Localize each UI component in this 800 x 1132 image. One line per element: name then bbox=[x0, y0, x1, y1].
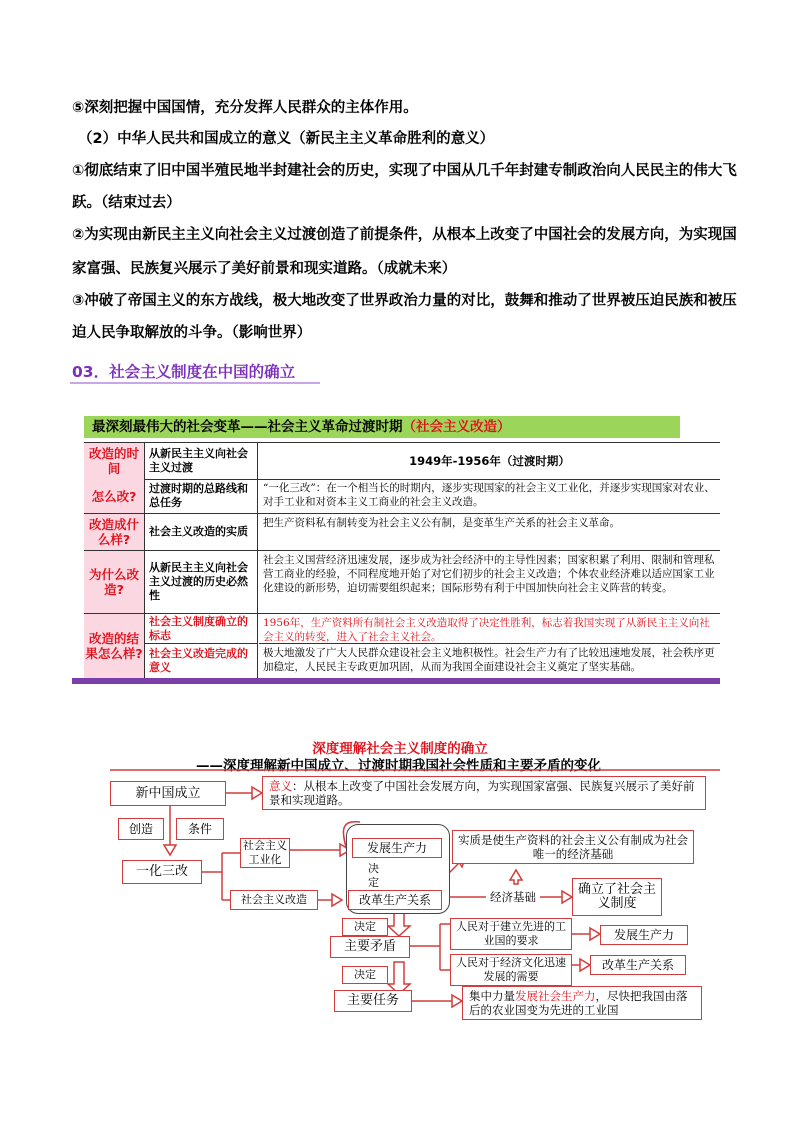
row-content: 极大地激发了广大人民群众建设社会主义地积极性。社会生产力有了比较迅速地发展，社会秩序更加稳定，人民民主专政更加巩固，从而为我国全面建设社会主义奠定了坚实基础。 bbox=[263, 647, 715, 673]
develop2-box: 发展生产力 bbox=[600, 925, 688, 945]
need1-box: 人民对于建立先进的工业国的要求 bbox=[450, 918, 572, 950]
diagram-title: 深度理解社会主义制度的确立 bbox=[312, 741, 488, 757]
paragraph-1-line2: 跃。（结束过去） bbox=[72, 195, 181, 211]
table-header-title: 最深刻最伟大的社会变革——社会主义革命过渡时期 bbox=[92, 419, 403, 435]
new-china-box: 新中国成立 bbox=[110, 781, 226, 806]
condition-box: 条件 bbox=[176, 818, 224, 840]
meaning-label: 意义 bbox=[269, 779, 292, 793]
yihua-sangai-box: 一化三改 bbox=[122, 860, 202, 884]
industrialization-box: 社会主义工业化 bbox=[240, 838, 290, 868]
task-post: ，尽快把我国由落后的农业国变为先进的工业国 bbox=[469, 989, 688, 1017]
established-box: 确立了社会主义制度 bbox=[572, 878, 662, 916]
table-header-highlight: （社会主义改造） bbox=[402, 419, 511, 435]
reform-relations-box: 改革生产关系 bbox=[348, 890, 442, 910]
main-contradiction-box: 主要矛盾 bbox=[330, 936, 410, 958]
task-pre: 集中力量 bbox=[469, 989, 515, 1003]
transformation-box: 社会主义改造 bbox=[230, 890, 318, 910]
main-task-box: 主要任务 bbox=[334, 990, 412, 1012]
row-content: 1956年，生产资料所有制社会主义改造取得了决定性胜利，标志着我国实现了从新民主主义向社会主义的转变，进入了社会主义社会。 bbox=[259, 614, 720, 644]
row-item: 社会主义制度确立的标志 bbox=[145, 614, 258, 644]
paragraph-2-line2: 家富强、民族复兴展示了美好前景和现实道路。（成就未来） bbox=[72, 261, 457, 277]
row-item: 从新民主主义向社会主义过渡的历史必然性 bbox=[145, 551, 258, 613]
row-item: 从新民主主义向社会主义过渡 bbox=[145, 443, 258, 479]
paragraph-3-line2: 迫人民争取解放的斗争。（影响世界） bbox=[72, 325, 312, 341]
row-item: 社会主义改造的实质 bbox=[145, 514, 258, 550]
create-box: 创造 bbox=[118, 818, 164, 840]
paragraph-1-line1: ①彻底结束了旧中国半殖民地半封建社会的历史，实现了中国从几千年封建专制政治向人民民主的伟大飞 bbox=[72, 163, 737, 179]
task-highlight: 发展社会生产力 bbox=[515, 989, 596, 1003]
paragraph-3-line1: ③冲破了帝国主义的东方战线，极大地改变了世界政治力量的对比，鼓舞和推动了世界被压迫民族和被压 bbox=[72, 293, 737, 309]
paragraph-5: ⑤深刻把握中国国情，充分发挥人民群众的主体作用。 bbox=[72, 100, 418, 116]
reform2-box: 改革生产关系 bbox=[590, 955, 686, 975]
row-question: 为什么改造? bbox=[84, 551, 145, 613]
develop-productivity-box: 发展生产力 bbox=[352, 838, 442, 858]
row-content: 社会主义国营经济迅速发展，逐步成为社会经济中的主导性因素；国家积累了利用、限制和管理私营工商业的经验，不同程度地开始了对它们初步的社会主义改造；个体农业经济难以适应国家工业化建设的新形势，迫切需要组织起来；国际形势有利于中国加快向社会主义阵营的转变。 bbox=[263, 554, 715, 594]
row-question: 改造成什么样? bbox=[84, 514, 145, 550]
meaning-text: ：从根本上改变了中国社会发展方向，为实现国家富强、民族复兴展示了美好前景和实现道路。 bbox=[269, 779, 695, 807]
row-content: “一化三改”：在一个相当长的时期内，逐步实现国家的社会主义工业化，并逐步实现国家对农业、对手工业和对资本主义工商业的社会主义改造。 bbox=[263, 482, 715, 508]
row-question-results: 改造的结果怎么样? bbox=[84, 614, 145, 678]
economic-base-label: 经济基础 bbox=[490, 890, 536, 904]
paragraph-2-line1: ②为实现由新民主主义向社会主义过渡创造了前提条件，从根本上改变了中国社会的发展方向，为实现国 bbox=[72, 227, 737, 243]
decide-box-2: 决定 bbox=[342, 918, 388, 936]
task-content-box bbox=[462, 986, 702, 1020]
row-content: 1949年-1956年（过渡时期） bbox=[409, 454, 570, 468]
row-question: 怎么改? bbox=[84, 479, 145, 513]
essence-box: 实质是使生产资料的社会主义公有制成为社会唯一的经济基础 bbox=[452, 830, 694, 864]
row-item: 社会主义改造完成的意义 bbox=[145, 644, 258, 678]
subheading-significance: （2）中华人民共和国成立的意义（新民主主义革命胜利的意义） bbox=[78, 131, 495, 147]
section-title: 03．社会主义制度在中国的确立 bbox=[72, 363, 296, 381]
need2-box: 人民对于经济文化迅速发展的需要 bbox=[450, 954, 572, 986]
diagram-subtitle: ——深度理解新中国成立、过渡时期我国社会性质和主要矛盾的变化 bbox=[196, 758, 601, 774]
row-question: 改造的时间 bbox=[84, 443, 145, 479]
meaning-box bbox=[262, 776, 706, 810]
decide-box-3: 决定 bbox=[342, 966, 388, 984]
row-item: 过渡时期的总路线和总任务 bbox=[145, 479, 258, 513]
row-content: 把生产资料私有制转变为社会主义公有制，是变革生产关系的社会主义革命。 bbox=[263, 517, 620, 529]
decide-label-1: 决定 bbox=[368, 862, 379, 889]
